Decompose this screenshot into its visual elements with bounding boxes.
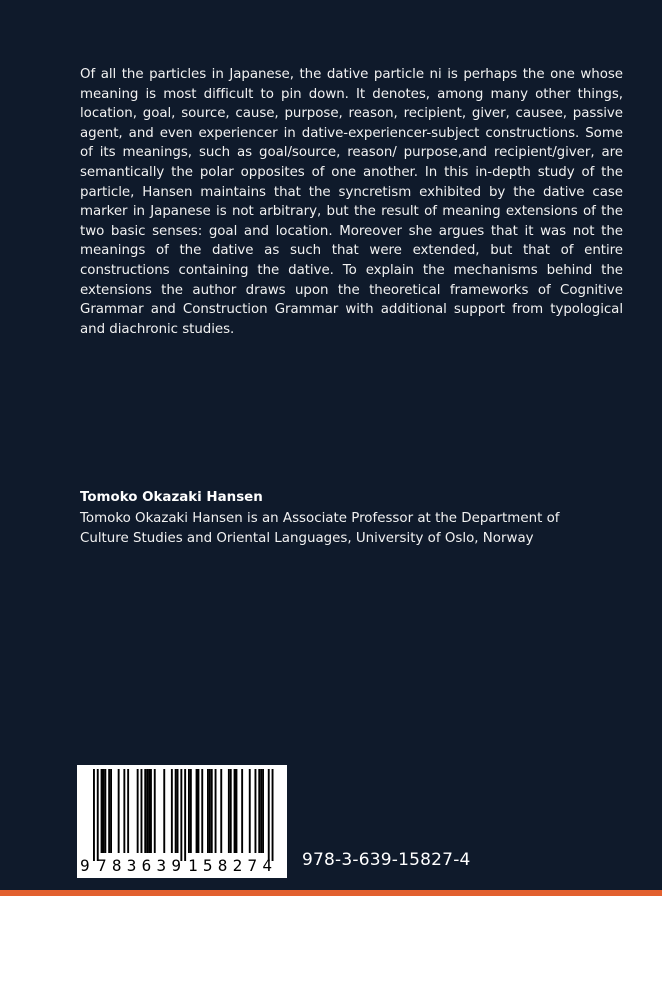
barcode-bar <box>150 769 152 853</box>
barcode-bar <box>184 769 186 861</box>
barcode-bar <box>241 769 243 853</box>
barcode-bar <box>123 769 125 853</box>
barcode-bar <box>144 769 146 853</box>
barcode-bar <box>249 769 251 853</box>
barcode-bar <box>180 769 182 861</box>
barcode-first-digit: 9 <box>80 856 90 875</box>
barcode-bar <box>103 769 105 853</box>
barcode-bar <box>201 769 203 853</box>
barcode-bar <box>211 769 213 853</box>
barcode-bar <box>234 769 236 853</box>
isbn-number: 978-3-639-15827-4 <box>302 850 471 870</box>
barcode-bar <box>171 769 173 853</box>
accent-stripe <box>0 890 662 896</box>
barcode-bar <box>146 769 148 853</box>
book-description: Of all the particles in Japanese, the dative particle ni is perhaps the one whose meaning is most difficult to pin down. It denotes, among many other things, location, goal, source, cause, purpose, reason, recipient, giver, causee, passive agent, and even experiencer in dative-experiencer-subject constructions. Some of its meanings, such as goal/source, reason/ purpose,and recipient/giver, are semantically the polar opposites of one another. In this in-depth study of the particle, Hansen maintains that the syncretism exhibited by the dative case marker in Japanese is not arbitrary, but the result of meaning extensions of the two basic senses: goal and location. Moreover she argues that it was not the meanings of the dative as such that were extended, but that of entire constructions containing the dative. To explain the mechanisms behind the extensions the author draws upon the theoretical frameworks of Cognitive Grammar and Construction Grammar with additional support from typological and diachronic studies. <box>80 67 623 337</box>
barcode-bar <box>137 769 139 853</box>
barcode-bar <box>236 769 238 853</box>
barcode-bar <box>230 769 232 853</box>
barcode-bar <box>215 769 217 853</box>
barcode-bar <box>272 769 274 861</box>
barcode-bar <box>255 769 257 853</box>
barcode-bar <box>175 769 177 853</box>
barcode-bar <box>188 769 190 853</box>
barcode-left-digits: 783639 <box>97 856 181 875</box>
barcode-bar <box>198 769 200 853</box>
barcode-bar <box>97 769 99 861</box>
barcode-bar <box>196 769 198 853</box>
barcode-bar <box>148 769 150 853</box>
barcode-bar <box>163 769 165 853</box>
barcode-bar <box>190 769 192 853</box>
barcode-bar <box>228 769 230 853</box>
barcode-bar <box>141 769 143 853</box>
barcode-bar <box>260 769 262 853</box>
barcode-bar <box>104 769 106 853</box>
barcode-bar <box>258 769 260 853</box>
barcode-bar <box>262 769 264 853</box>
barcode-bar <box>93 769 95 861</box>
barcode-bar <box>127 769 129 853</box>
barcode-bar <box>108 769 110 853</box>
isbn-barcode <box>77 765 287 878</box>
barcode-bar <box>177 769 179 853</box>
author-name: Tomoko Okazaki Hansen <box>80 490 263 505</box>
barcode-bar <box>110 769 112 853</box>
barcode-bar <box>220 769 222 853</box>
barcode-right-digits: 158274 <box>188 856 272 875</box>
barcode-bar <box>209 769 211 853</box>
author-bio: Tomoko Okazaki Hansen is an Associate Professor at the Department of Culture Studies and Oriental Languages, University of Oslo, Norway <box>80 511 560 546</box>
barcode-graphic <box>77 765 287 878</box>
barcode-bar <box>207 769 209 853</box>
barcode-bar <box>268 769 270 861</box>
barcode-bar <box>118 769 120 853</box>
barcode-bar <box>154 769 156 853</box>
barcode-bar <box>101 769 103 853</box>
